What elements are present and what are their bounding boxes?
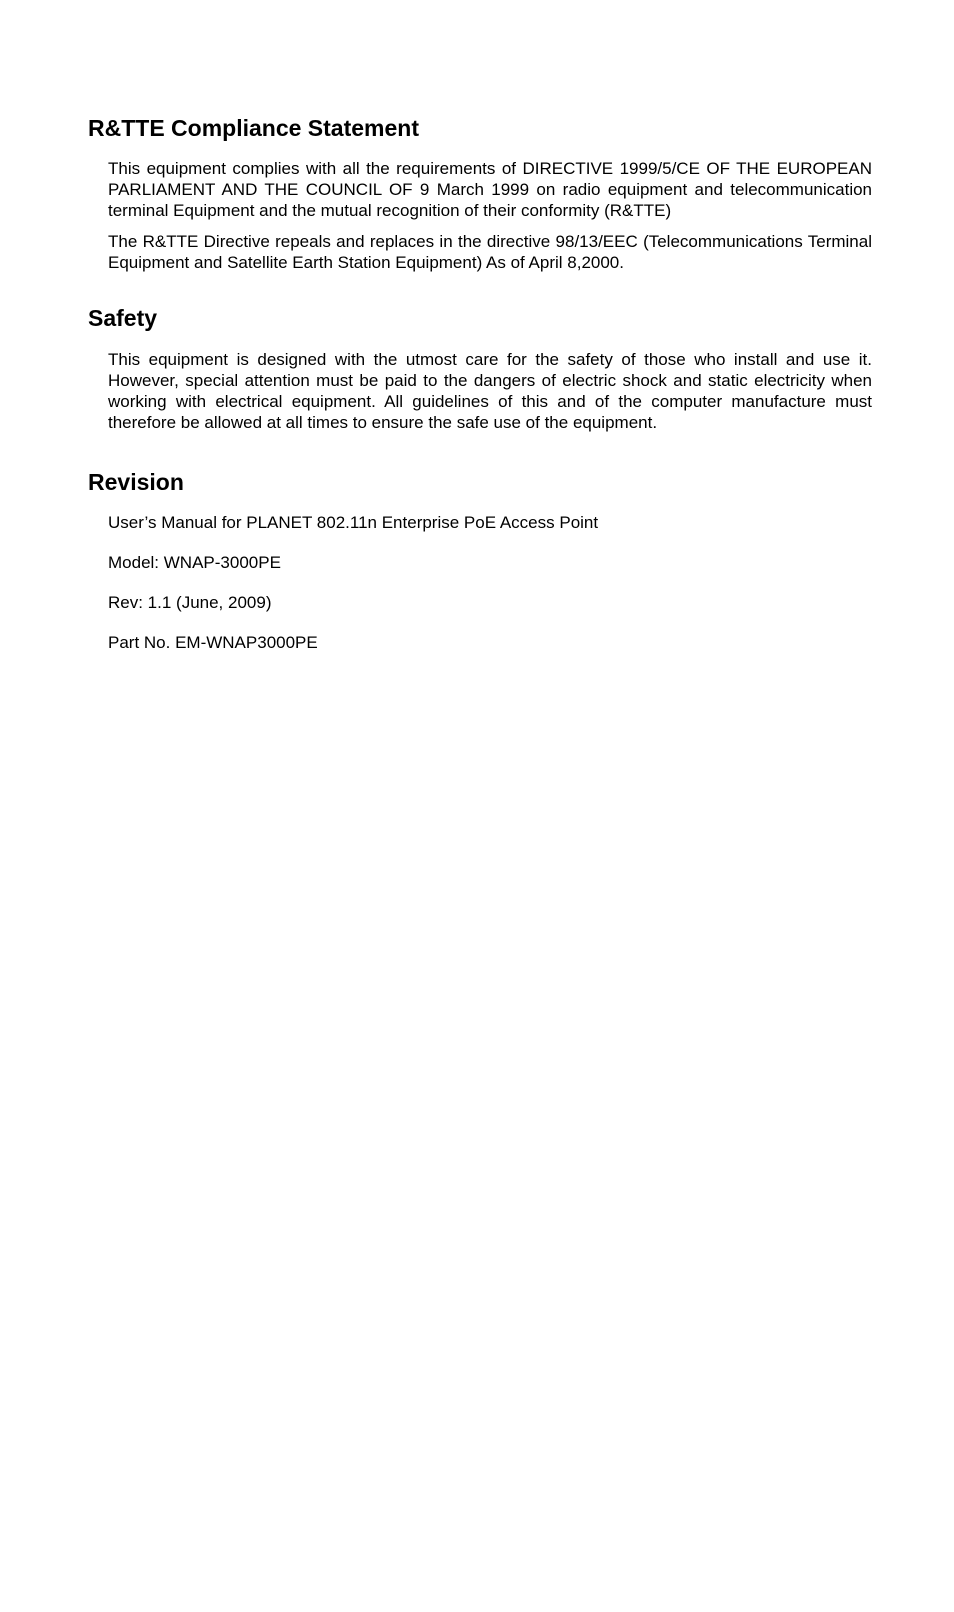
- safety-body: [108, 349, 872, 433]
- revision-rev: Rev: 1.1 (June, 2009): [108, 593, 272, 612]
- rtte-directive-paragraph: This equipment complies with all the requirements of DIRECTIVE 1999/5/CE OF THE EUROPEAN PARLIAMENT AND THE COUNCIL OF 9 March 1999 on radio equipment and telecommunication terminal Equipment and the mutual recognition of their conformity (R&TTE): [108, 159, 872, 220]
- revision-manual-title: User’s Manual for PLANET 802.11n Enterprise PoE Access Point: [108, 513, 599, 532]
- safety-heading: Safety: [88, 305, 158, 331]
- revision-model: Model: WNAP-3000PE: [108, 553, 281, 572]
- safety-section: [88, 304, 878, 433]
- rtte-repeal-paragraph: The R&TTE Directive repeals and replaces in the directive 98/13/EEC (Telecommunications Terminal Equipment and Satellite Earth Station Equipment) As of April 8,2000.: [108, 232, 872, 272]
- rtte-compliance-section: [88, 114, 878, 273]
- revision-section: [88, 468, 878, 653]
- revision-heading: Revision: [88, 469, 184, 495]
- rtte-compliance-body: [108, 158, 872, 273]
- safety-paragraph: This equipment is designed with the utmost care for the safety of those who install and use it. However, special attention must be paid to the dangers of electric shock and static electricity when working with electrical equipment. All guidelines of this and of the computer manufacture must therefore be allowed at all times to ensure the safe use of the equipment.: [108, 350, 872, 432]
- rtte-compliance-heading: R&TTE Compliance Statement: [88, 115, 419, 141]
- revision-part-number: Part No. EM-WNAP3000PE: [108, 633, 318, 652]
- revision-body: [108, 512, 872, 653]
